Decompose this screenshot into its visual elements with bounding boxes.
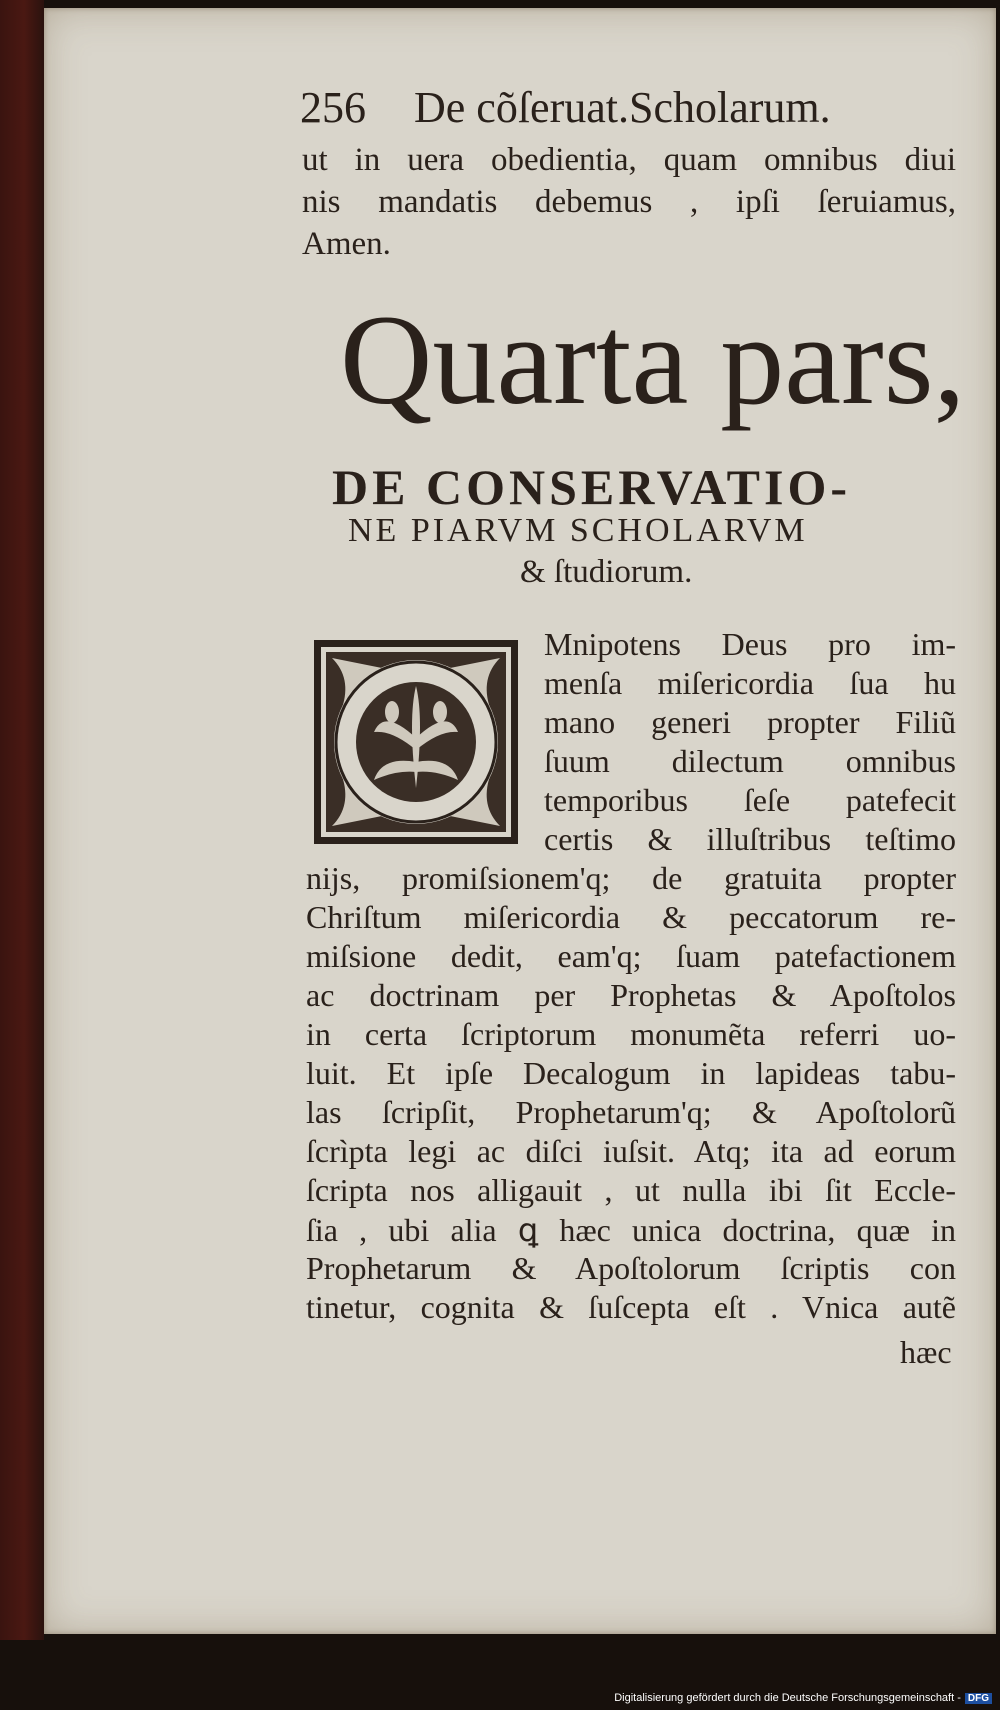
- text-line: tinetur, cognita & ſuſcepta eſt . Vnica autẽ: [306, 1289, 956, 1325]
- text-line: nis mandatis debemus , ipſi ſeruiamus,: [302, 184, 956, 220]
- text-line: nijs, promiſsionem'q; de gratuita propter: [306, 860, 956, 896]
- text-line: mano generi propter Filiũ: [544, 704, 956, 740]
- digitization-credit-text: Digitalisierung gefördert durch die Deutsche Forschungsgemeinschaft -: [614, 1692, 961, 1704]
- chapter-subtitle-line: & ſtudiorum.: [520, 554, 693, 590]
- chapter-title: Quarta pars,: [340, 289, 966, 431]
- catchword: hæc: [900, 1334, 952, 1370]
- text-line: ac doctrinam per Prophetas & Apoſtolos: [306, 977, 956, 1013]
- text-line: Chriſtum miſericordia & peccatorum re-: [306, 899, 956, 935]
- text-line: ſcripta nos alligauit , ut nulla ibi ſit Eccle-: [306, 1172, 956, 1208]
- text-line: ſia , ubi alia ꝗ hæc unica doctrina, quæ in: [306, 1212, 956, 1248]
- text-line: miſsione dedit, eam'q; ſuam patefactionem: [306, 938, 956, 974]
- text-line: temporibus ſeſe patefecit: [544, 782, 956, 818]
- text-line: ſcrìpta legi ac diſci iuſsit. Atq; ita ad eorum: [306, 1133, 956, 1169]
- digitization-credit-bar: [0, 1692, 1000, 1710]
- text-line: menſa miſericordia ſua hu: [544, 665, 956, 701]
- chapter-subtitle-line: NE PIARVM SCHOLARVM: [348, 512, 808, 549]
- text-line: Prophetarum & Apoſtolorum ſcriptis con: [306, 1250, 956, 1286]
- book-binding-edge: [0, 0, 44, 1640]
- text-line: Mnipotens Deus pro im-: [544, 626, 956, 662]
- decorated-initial-o-icon: [312, 638, 520, 846]
- text-line: luit. Et ipſe Decalogum in lapideas tabu-: [306, 1055, 956, 1091]
- text-line: ſuum dilectum omnibus: [544, 743, 956, 779]
- text-line: certis & illuſtribus teſtimo: [544, 821, 956, 857]
- text-line: in certa ſcriptorum monumẽta referri uo-: [306, 1016, 956, 1052]
- chapter-subtitle-line: DE CONSERVATIO-: [332, 459, 851, 515]
- text-line: las ſcripſit, Prophetarum'q; & Apoſtolorũ: [306, 1094, 956, 1130]
- page-number: 256: [300, 83, 366, 132]
- text-line: ut in uera obedientia, quam omnibus diui: [302, 142, 956, 178]
- text-line: Amen.: [302, 226, 391, 262]
- running-title: De cõſeruat.Scholarum.: [414, 83, 831, 132]
- dfg-logo: DFG: [965, 1693, 992, 1704]
